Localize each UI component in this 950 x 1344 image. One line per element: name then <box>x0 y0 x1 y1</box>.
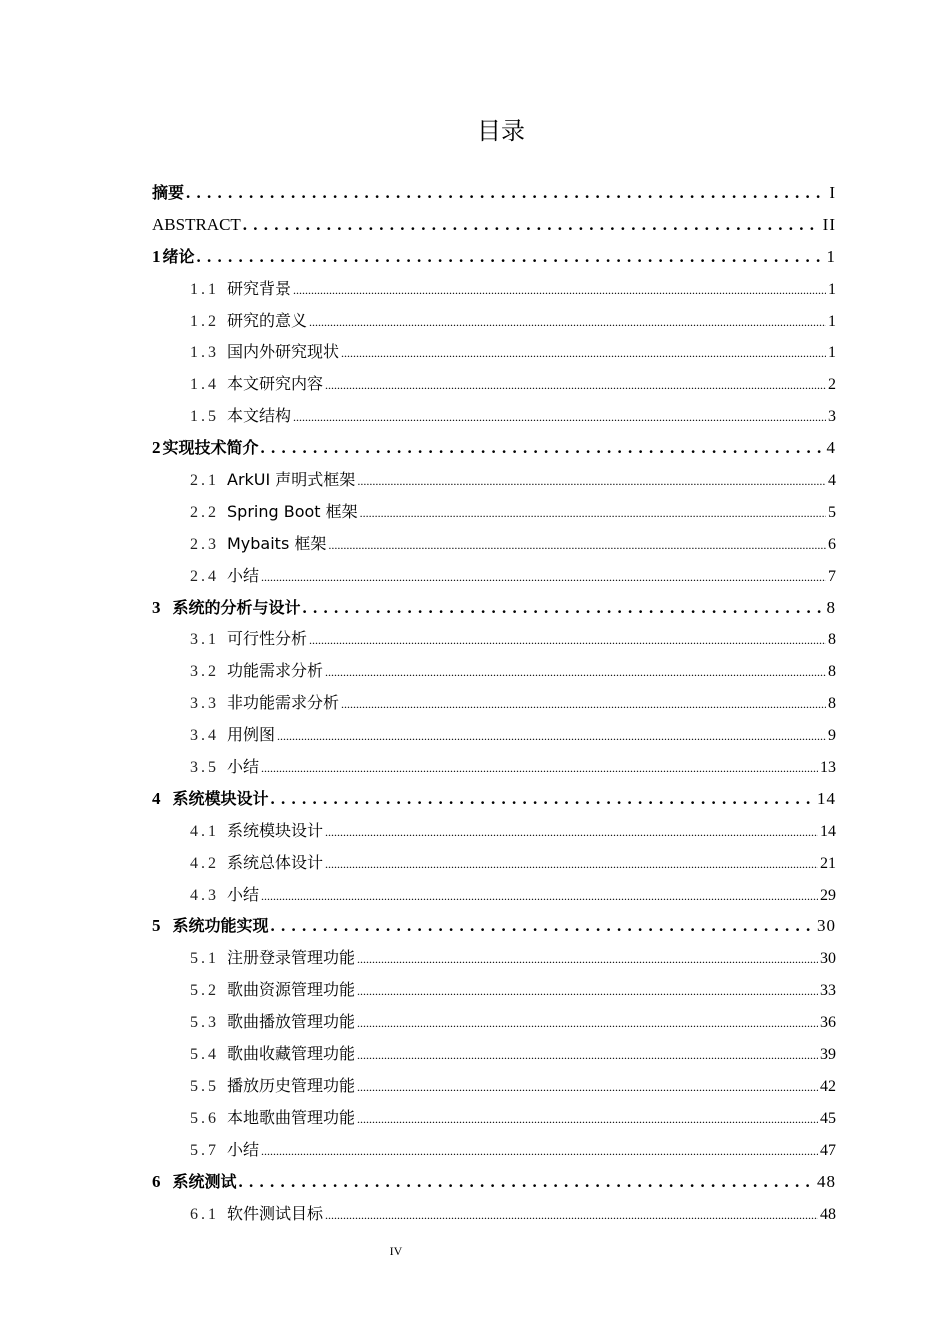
toc-entry-label: 功能需求分析 <box>227 661 324 681</box>
toc-entry-number: 5.1 <box>190 950 219 968</box>
toc-entry-number: 4.2 <box>190 854 219 872</box>
toc-entry-page: 48 <box>817 1171 836 1191</box>
toc-entry-label: 系统测试 <box>172 1171 237 1191</box>
toc-section-entry[interactable] <box>152 496 836 528</box>
toc-entry-page: 4 <box>826 438 836 458</box>
toc-chapter-entry[interactable] <box>152 1166 836 1198</box>
toc-dot-leader <box>197 241 825 273</box>
toc-entry-page: 1 <box>828 312 836 330</box>
toc-entry-page: I <box>829 183 836 202</box>
toc-entry-label: 绪论 <box>162 246 195 266</box>
toc-chapter-entry[interactable] <box>152 592 836 624</box>
toc-dot-leader <box>261 432 825 464</box>
toc-dot-leader <box>357 1071 818 1104</box>
toc-section-entry[interactable] <box>152 1070 836 1102</box>
toc-entry-label: 软件测试目标 <box>227 1203 324 1223</box>
toc-section-entry[interactable] <box>152 560 836 592</box>
toc-entry-number: 3.3 <box>190 695 219 713</box>
toc-entry-number: 5.3 <box>190 1014 219 1032</box>
toc-section-entry[interactable] <box>152 974 836 1006</box>
toc-entry-label: 歌曲播放管理功能 <box>227 1012 356 1032</box>
toc-entry-page: 14 <box>820 822 836 840</box>
toc-section-entry[interactable] <box>152 879 836 911</box>
toc-entry-label: 注册登录管理功能 <box>227 948 356 968</box>
toc-entry-page: 45 <box>820 1109 836 1127</box>
toc-chapter-entry[interactable] <box>152 910 836 942</box>
toc-dot-leader <box>357 1039 818 1072</box>
toc-dot-leader <box>186 177 827 209</box>
toc-entry-page: 8 <box>828 631 836 649</box>
toc-section-entry[interactable] <box>152 1038 836 1070</box>
toc-entry-page: 2 <box>828 376 836 394</box>
toc-entry-page: 1 <box>828 344 836 362</box>
toc-entry-label: 系统模块设计 <box>172 788 269 808</box>
toc-entry-label: 本文研究内容 <box>227 374 324 394</box>
toc-entry-number: 3.4 <box>190 727 219 745</box>
toc-entry-label: 研究的意义 <box>227 310 308 330</box>
toc-chapter-entry[interactable] <box>152 177 836 209</box>
toc-dot-leader <box>325 816 818 849</box>
toc-entry-page: 36 <box>820 1014 836 1032</box>
toc-entry-label: 小结 <box>227 565 260 585</box>
toc-entry-label: 研究背景 <box>227 278 292 298</box>
toc-entry-number: 1.1 <box>190 280 219 298</box>
toc-section-entry[interactable] <box>152 273 836 305</box>
toc-dot-leader <box>303 592 825 624</box>
toc-entry-number: 2.3 <box>190 535 219 553</box>
toc-entry-page: 5 <box>828 503 836 521</box>
toc-entry-label: Mybaits 框架 <box>227 533 327 553</box>
toc-section-entry[interactable] <box>152 815 836 847</box>
page-title: 目录 <box>477 117 525 145</box>
toc-entry-number: 4.1 <box>190 822 219 840</box>
toc-entry-label: 歌曲资源管理功能 <box>227 980 356 1000</box>
toc-entry-label: Spring Boot 框架 <box>227 501 358 521</box>
toc-entry-label: 小结 <box>227 884 260 904</box>
toc-chapter-entry[interactable] <box>152 241 836 273</box>
toc-entry-page: 4 <box>828 472 836 490</box>
toc-section-entry[interactable] <box>152 719 836 751</box>
toc-entry-label: 可行性分析 <box>227 629 308 649</box>
toc-section-entry[interactable] <box>152 400 836 432</box>
toc-entry-number: 5 <box>152 916 161 936</box>
toc-entry-label: 播放历史管理功能 <box>227 1075 356 1095</box>
toc-entry-number: 1 <box>152 246 161 266</box>
toc-section-entry[interactable] <box>152 847 836 879</box>
toc-dot-leader <box>261 561 826 594</box>
page-footer-number: IV <box>389 1244 403 1258</box>
toc-dot-leader <box>341 337 826 370</box>
toc-entry-number: 6 <box>152 1171 161 1191</box>
toc-section-entry[interactable] <box>152 464 836 496</box>
toc-section-entry[interactable] <box>152 528 836 560</box>
toc-dot-leader <box>293 274 826 307</box>
toc-entry-number: 3 <box>152 597 161 617</box>
toc-dot-leader <box>243 209 821 241</box>
toc-section-entry[interactable] <box>152 655 836 687</box>
toc-entry-page: 33 <box>820 982 836 1000</box>
toc-entry-page: 30 <box>820 950 836 968</box>
toc-entry-page: 39 <box>820 1046 836 1064</box>
toc-entry-number: 3.2 <box>190 663 219 681</box>
toc-section-entry[interactable] <box>152 751 836 783</box>
toc-chapter-entry[interactable] <box>152 783 836 815</box>
toc-dot-leader <box>357 943 818 976</box>
toc-entry-page: 8 <box>828 663 836 681</box>
toc-section-entry[interactable] <box>152 1198 836 1230</box>
toc-entry-label: 小结 <box>227 1139 260 1159</box>
toc-dot-leader <box>293 401 826 434</box>
toc-entry-number: 1.2 <box>190 312 219 330</box>
toc-entry-label: 歌曲收藏管理功能 <box>227 1044 356 1064</box>
toc-entry-number: 1.5 <box>190 408 219 426</box>
toc-entry-label: 国内外研究现状 <box>227 342 340 362</box>
toc-section-entry[interactable] <box>152 1102 836 1134</box>
toc-dot-leader <box>239 1166 815 1198</box>
toc-entry-page: 21 <box>820 854 836 872</box>
toc-entry-label: 非功能需求分析 <box>227 693 340 713</box>
toc-dot-leader <box>357 1007 818 1040</box>
toc-entry-page: II <box>822 214 836 234</box>
toc-section-entry[interactable] <box>152 336 836 368</box>
toc-dot-leader <box>325 848 818 881</box>
toc-dot-leader <box>341 688 826 721</box>
toc-section-entry[interactable] <box>152 687 836 719</box>
toc-entry-label: 小结 <box>227 757 260 777</box>
toc-entry-page: 13 <box>820 759 836 777</box>
toc-entry-label: 系统功能实现 <box>172 916 269 936</box>
toc-entry-label: ArkUI 声明式框架 <box>227 470 356 490</box>
toc-entry-label: 摘要 <box>152 183 185 202</box>
toc-entry-page: 48 <box>820 1205 836 1223</box>
toc-dot-leader <box>325 1199 818 1232</box>
toc-entry-label: 系统总体设计 <box>227 852 324 872</box>
toc-entry-number: 2.1 <box>190 472 219 490</box>
toc-dot-leader <box>357 975 818 1008</box>
toc-dot-leader <box>261 880 818 913</box>
toc-entry-page: 47 <box>820 1141 836 1159</box>
toc-entry-number: 4.3 <box>190 886 219 904</box>
toc-dot-leader <box>309 306 826 339</box>
toc-entry-page: 9 <box>828 727 836 745</box>
toc-dot-leader <box>328 529 826 562</box>
toc-dot-leader <box>309 624 826 657</box>
toc-entry-number: 4 <box>152 788 161 808</box>
toc-entry-number: 6.1 <box>190 1205 219 1223</box>
toc-entry-page: 30 <box>817 916 836 936</box>
toc-entry-page: 8 <box>826 597 836 617</box>
toc-entry-page: 29 <box>820 886 836 904</box>
toc-dot-leader <box>325 369 826 402</box>
toc-entry-label: 用例图 <box>227 725 276 745</box>
toc-entry-label: 系统的分析与设计 <box>172 597 301 617</box>
toc-section-entry[interactable] <box>152 305 836 337</box>
toc-section-entry[interactable] <box>152 1006 836 1038</box>
toc-entry-number: 1.3 <box>190 344 219 362</box>
table-of-contents <box>152 177 836 1229</box>
toc-entry-number: 2.2 <box>190 503 219 521</box>
toc-entry-page: 1 <box>828 280 836 298</box>
toc-entry-page: 1 <box>826 246 836 266</box>
toc-entry-label: ABSTRACT <box>152 214 241 234</box>
toc-dot-leader <box>325 656 826 689</box>
toc-dot-leader <box>271 910 815 942</box>
toc-entry-number: 2 <box>152 438 161 458</box>
toc-dot-leader <box>261 752 818 785</box>
toc-entry-label: 本地歌曲管理功能 <box>227 1107 356 1127</box>
toc-entry-number: 1.4 <box>190 376 219 394</box>
toc-section-entry[interactable] <box>152 942 836 974</box>
toc-entry-page: 7 <box>828 567 836 585</box>
toc-dot-leader <box>261 1135 818 1168</box>
toc-dot-leader <box>360 497 826 530</box>
toc-entry-page: 8 <box>828 695 836 713</box>
toc-entry-page: 6 <box>828 535 836 553</box>
toc-entry-label: 系统模块设计 <box>227 820 324 840</box>
toc-dot-leader <box>357 465 826 498</box>
toc-entry-label: 本文结构 <box>227 406 292 426</box>
toc-entry-number: 5.6 <box>190 1109 219 1127</box>
toc-entry-number: 2.4 <box>190 567 219 585</box>
toc-entry-page: 3 <box>828 408 836 426</box>
toc-chapter-entry[interactable] <box>152 432 836 464</box>
toc-dot-leader <box>357 1103 818 1136</box>
toc-entry-label: 实现技术简介 <box>162 438 259 458</box>
toc-section-entry[interactable] <box>152 623 836 655</box>
toc-entry-number: 5.5 <box>190 1077 219 1095</box>
toc-entry-number: 3.1 <box>190 631 219 649</box>
toc-entry-number: 5.2 <box>190 982 219 1000</box>
toc-section-entry[interactable] <box>152 368 836 400</box>
toc-entry-page: 42 <box>820 1077 836 1095</box>
toc-entry-page: 14 <box>817 788 836 808</box>
toc-dot-leader <box>271 783 815 815</box>
toc-chapter-entry[interactable] <box>152 209 836 241</box>
toc-dot-leader <box>277 720 826 753</box>
toc-entry-number: 5.7 <box>190 1141 219 1159</box>
toc-entry-number: 3.5 <box>190 759 219 777</box>
toc-entry-number: 5.4 <box>190 1046 219 1064</box>
toc-section-entry[interactable] <box>152 1134 836 1166</box>
